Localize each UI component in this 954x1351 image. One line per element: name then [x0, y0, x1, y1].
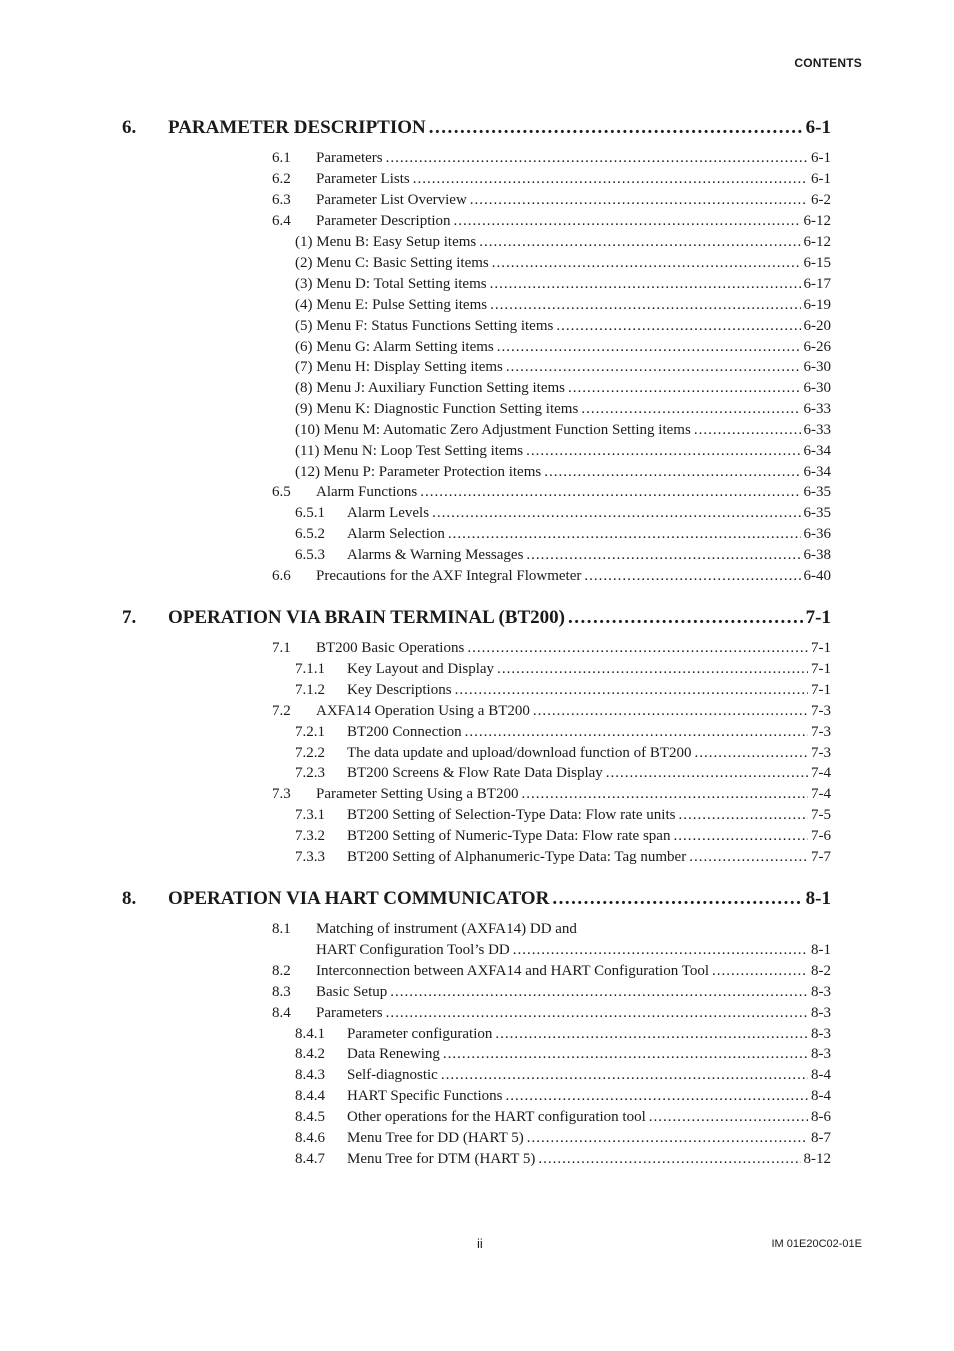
- toc-dot-leader: [506, 359, 801, 376]
- toc-dot-leader: [497, 661, 808, 678]
- toc-entry-page: 6-30: [803, 359, 831, 375]
- toc-entry[interactable]: [295, 359, 831, 379]
- toc-entry[interactable]: [295, 297, 831, 317]
- toc-entry-number: 8.4.2: [295, 1046, 325, 1062]
- toc-dot-leader: [606, 765, 808, 782]
- toc-entry-page: 6-34: [803, 464, 831, 480]
- toc-entry-title: Basic Setup: [316, 984, 388, 1000]
- toc-entry-page: 6-12: [803, 234, 831, 250]
- toc-dot-leader: [492, 255, 801, 272]
- toc-entry-title: Key Descriptions: [347, 682, 452, 698]
- toc-entry[interactable]: [295, 255, 831, 275]
- toc-entry-title: Data Renewing: [347, 1046, 440, 1062]
- toc-dot-leader: [495, 1026, 808, 1043]
- toc-entry-title: (9) Menu K: Diagnostic Function Setting items: [295, 401, 579, 417]
- toc-entry-title: (1) Menu B: Easy Setup items: [295, 234, 477, 250]
- toc-entry[interactable]: [295, 745, 831, 765]
- toc-entry[interactable]: [295, 1026, 831, 1046]
- toc-entry[interactable]: [295, 1151, 831, 1171]
- toc-dot-leader: [513, 942, 808, 959]
- toc-dot-leader: [490, 297, 800, 314]
- toc-chapter-entry[interactable]: [122, 117, 831, 141]
- toc-entry-title: Parameter configuration: [347, 1026, 493, 1042]
- toc-dot-leader: [527, 1130, 808, 1147]
- toc-entry[interactable]: [295, 276, 831, 296]
- toc-entry[interactable]: [295, 807, 831, 827]
- toc-dot-leader: [386, 1005, 808, 1022]
- toc-entry-page: 8-2: [811, 963, 831, 979]
- toc-entry-title: BT200 Setting of Selection-Type Data: Flow rate units: [347, 807, 676, 823]
- toc-entry-page: 6-26: [803, 339, 831, 355]
- toc-dot-leader: [497, 339, 801, 356]
- toc-entry-title: BT200 Screens & Flow Rate Data Display: [347, 765, 603, 781]
- toc-entry-title: Alarm Levels: [347, 505, 430, 521]
- toc-entry[interactable]: [272, 150, 831, 170]
- toc-entry-title: Other operations for the HART configuration tool: [347, 1109, 646, 1125]
- toc-entry-page: 8-3: [811, 1046, 831, 1062]
- toc-entry[interactable]: [295, 443, 831, 463]
- toc-dot-leader: [454, 213, 801, 230]
- toc-dot-leader: [505, 1088, 808, 1105]
- toc-dot-leader: [470, 192, 808, 209]
- toc-entry[interactable]: [272, 171, 831, 191]
- toc-entry-page: 6-33: [803, 401, 831, 417]
- header-section-label: CONTENTS: [794, 56, 862, 70]
- toc-entry-title: Precautions for the AXF Integral Flowmeter: [316, 568, 582, 584]
- toc-entry-number: 8.: [122, 888, 137, 909]
- toc-entry-page: 6-36: [803, 526, 831, 542]
- toc-entry-title: BT200 Connection: [347, 724, 462, 740]
- toc-entry-title: (10) Menu M: Automatic Zero Adjustment Function Setting items: [295, 422, 691, 438]
- toc-dot-leader: [465, 724, 808, 741]
- toc-entry-number: 7.2.1: [295, 724, 325, 740]
- toc-entry-page: 7-3: [811, 745, 831, 761]
- toc-entry[interactable]: [295, 422, 831, 442]
- toc-entry-page: 6-12: [803, 213, 831, 229]
- toc-dot-leader: [526, 547, 800, 564]
- toc-entry-page: 6-1: [811, 171, 831, 187]
- toc-entry-title: AXFA14 Operation Using a BT200: [316, 703, 530, 719]
- toc-entry-page: 8-12: [803, 1151, 831, 1167]
- toc-entry-number: 6.5: [272, 484, 291, 500]
- toc-entry-page: 6-20: [803, 318, 831, 334]
- toc-dot-leader: [712, 963, 808, 980]
- toc-entry-page: 7-1: [811, 640, 831, 656]
- toc-dot-leader: [552, 888, 802, 910]
- toc-dot-leader: [390, 984, 808, 1001]
- toc-dot-leader: [584, 568, 800, 585]
- toc-entry-title: Interconnection between AXFA14 and HART Configuration Tool: [316, 963, 709, 979]
- toc-entry-number: 7.3.2: [295, 828, 325, 844]
- toc-entry[interactable]: [295, 339, 831, 359]
- toc-dot-leader: [443, 1046, 808, 1063]
- toc-chapter-entry[interactable]: [122, 607, 831, 631]
- document-id: IM 01E20C02-01E: [771, 1238, 862, 1250]
- toc-dot-leader: [413, 171, 808, 188]
- toc-entry-title: Menu Tree for DD (HART 5): [347, 1130, 524, 1146]
- toc-entry-title: Alarm Selection: [347, 526, 445, 542]
- toc-entry-number: 8.4: [272, 1005, 291, 1021]
- toc-dot-leader: [521, 786, 808, 803]
- toc-entry-page: 6-2: [811, 192, 831, 208]
- toc-entry-number: 7.1.1: [295, 661, 325, 677]
- toc-entry-page: 6-1: [805, 117, 831, 138]
- toc-entry-number: 8.4.3: [295, 1067, 325, 1083]
- toc-entry[interactable]: [295, 505, 831, 525]
- toc-entry-number: 8.3: [272, 984, 291, 1000]
- toc-dot-leader: [673, 828, 808, 845]
- toc-entry-number: 7.2: [272, 703, 291, 719]
- toc-entry-title: (11) Menu N: Loop Test Setting items: [295, 443, 524, 459]
- toc-dot-leader: [490, 276, 801, 293]
- toc-entry[interactable]: [295, 401, 831, 421]
- toc-entry-title: Parameter Description: [316, 213, 451, 229]
- toc-entry-title: (12) Menu P: Parameter Protection items: [295, 464, 542, 480]
- toc-entry-number: 6.5.1: [295, 505, 325, 521]
- toc-entry-page: 7-4: [811, 765, 831, 781]
- toc-entry-page: 7-6: [811, 828, 831, 844]
- toc-dot-leader: [544, 464, 800, 481]
- toc-dot-leader: [568, 607, 803, 629]
- toc-entry-number: 6.: [122, 117, 137, 138]
- toc-entry-title: Key Layout and Display: [347, 661, 495, 677]
- toc-entry-page: 6-30: [803, 380, 831, 396]
- toc-entry-title: BT200 Setting of Alphanumeric-Type Data: Tag number: [347, 849, 687, 865]
- toc-dot-leader: [689, 849, 808, 866]
- toc-entry[interactable]: [295, 1130, 831, 1150]
- toc-entry[interactable]: [295, 234, 831, 254]
- toc-entry-page: 6-33: [803, 422, 831, 438]
- toc-entry-number: 8.4.4: [295, 1088, 325, 1104]
- toc-entry[interactable]: [295, 547, 831, 567]
- toc-entry-number: 7.1: [272, 640, 291, 656]
- toc-entry-page: 7-1: [805, 607, 831, 628]
- toc-dot-leader: [467, 640, 808, 657]
- toc-entry-page: 6-40: [803, 568, 831, 584]
- toc-dot-leader: [533, 703, 808, 720]
- toc-entry[interactable]: [295, 1046, 831, 1066]
- toc-entry-title: Self-diagnostic: [347, 1067, 438, 1083]
- toc-entry-number: 8.2: [272, 963, 291, 979]
- toc-dot-leader: [695, 745, 809, 762]
- toc-entry[interactable]: [295, 765, 831, 785]
- toc-entry-number: 6.5.2: [295, 526, 325, 542]
- toc-entry[interactable]: [272, 1005, 831, 1025]
- toc-dot-leader: [479, 234, 800, 251]
- toc-entry-number: 6.3: [272, 192, 291, 208]
- toc-entry-number: 6.4: [272, 213, 291, 229]
- toc-entry-page: 8-3: [811, 1005, 831, 1021]
- toc-entry-number: 7.: [122, 607, 137, 628]
- toc-dot-leader: [526, 443, 800, 460]
- toc-entry-page: 6-35: [803, 505, 831, 521]
- toc-entry[interactable]: [295, 318, 831, 338]
- toc-entry[interactable]: [272, 484, 831, 504]
- toc-entry-page: 6-35: [803, 484, 831, 500]
- toc-entry-page: 8-3: [811, 984, 831, 1000]
- toc-entry[interactable]: [272, 921, 831, 941]
- toc-entry-page: 8-7: [811, 1130, 831, 1146]
- toc-entry-page: 7-5: [811, 807, 831, 823]
- toc-entry-title: Parameter Lists: [316, 171, 410, 187]
- toc-entry-title: Matching of instrument (AXFA14) DD and: [316, 921, 577, 937]
- toc-entry-page: 6-19: [803, 297, 831, 313]
- toc-dot-leader: [429, 117, 803, 139]
- toc-entry-page: 8-1: [811, 942, 831, 958]
- toc-entry[interactable]: [272, 786, 831, 806]
- toc-entry-number: 7.3.3: [295, 849, 325, 865]
- toc-entry[interactable]: [272, 963, 831, 983]
- toc-entry-page: 8-4: [811, 1088, 831, 1104]
- toc-entry-title: Alarm Functions: [316, 484, 418, 500]
- toc-entry[interactable]: [272, 568, 831, 588]
- toc-dot-leader: [678, 807, 808, 824]
- toc-dot-leader: [694, 422, 801, 439]
- toc-entry-number: 7.2.3: [295, 765, 325, 781]
- toc-entry-title: Parameters: [316, 1005, 383, 1021]
- toc-entry-page: 7-3: [811, 703, 831, 719]
- toc-entry-title: The data update and upload/download function of BT200: [347, 745, 692, 761]
- toc-entry-number: 8.4.5: [295, 1109, 325, 1125]
- toc-entry[interactable]: [295, 526, 831, 546]
- toc-entry-page: 8-4: [811, 1067, 831, 1083]
- toc-entry-number: 7.3.1: [295, 807, 325, 823]
- toc-entry[interactable]: [272, 703, 831, 723]
- toc-entry-title: (2) Menu C: Basic Setting items: [295, 255, 489, 271]
- toc-dot-leader: [420, 484, 800, 501]
- toc-entry-number: 6.2: [272, 171, 291, 187]
- toc-entry[interactable]: [295, 1067, 831, 1087]
- toc-dot-leader: [568, 380, 801, 397]
- toc-dot-leader: [455, 682, 808, 699]
- toc-entry-number: 7.1.2: [295, 682, 325, 698]
- toc-entry-number: 6.6: [272, 568, 291, 584]
- toc-dot-leader: [556, 318, 800, 335]
- toc-entry-number: 8.4.7: [295, 1151, 325, 1167]
- toc-entry-page: 8-1: [805, 888, 831, 909]
- toc-entry[interactable]: [295, 828, 831, 848]
- toc-entry-number: 7.2.2: [295, 745, 325, 761]
- toc-entry[interactable]: [295, 380, 831, 400]
- toc-entry[interactable]: [295, 682, 831, 702]
- page-number: ii: [477, 1236, 483, 1251]
- toc-entry[interactable]: [295, 724, 831, 744]
- toc-entry-number: 6.1: [272, 150, 291, 166]
- toc-entry-title: OPERATION VIA HART COMMUNICATOR: [168, 888, 550, 909]
- toc-entry-page: 8-3: [811, 1026, 831, 1042]
- toc-entry-page: 7-7: [811, 849, 831, 865]
- toc-entry-title: Parameter Setting Using a BT200: [316, 786, 519, 802]
- toc-entry[interactable]: [295, 464, 831, 484]
- toc-entry-title: (8) Menu J: Auxiliary Function Setting items: [295, 380, 565, 396]
- toc-entry-number: 6.5.3: [295, 547, 325, 563]
- toc-entry[interactable]: [272, 213, 831, 233]
- toc-dot-leader: [386, 150, 808, 167]
- toc-entry-title: BT200 Setting of Numeric-Type Data: Flow rate span: [347, 828, 671, 844]
- toc-entry[interactable]: [295, 1088, 831, 1108]
- toc-entry-title: HART Specific Functions: [347, 1088, 503, 1104]
- toc-entry-page: 7-1: [811, 682, 831, 698]
- toc-entry[interactable]: [272, 192, 831, 212]
- toc-entry-number: 8.4.6: [295, 1130, 325, 1146]
- toc-entry-title: Alarms & Warning Messages: [347, 547, 524, 563]
- toc-entry-number: 8.1: [272, 921, 291, 937]
- toc-entry-title: Menu Tree for DTM (HART 5): [347, 1151, 536, 1167]
- toc-entry-number: 8.4.1: [295, 1026, 325, 1042]
- toc-entry-page: 7-4: [811, 786, 831, 802]
- toc-entry-page: 6-17: [803, 276, 831, 292]
- toc-entry-title: PARAMETER DESCRIPTION: [168, 117, 426, 138]
- toc-entry-title: HART Configuration Tool’s DD: [316, 942, 510, 958]
- toc-entry[interactable]: [295, 1109, 831, 1129]
- toc-entry[interactable]: [272, 640, 831, 660]
- toc-entry[interactable]: [295, 661, 831, 681]
- toc-dot-leader: [581, 401, 800, 418]
- toc-entry-title: (3) Menu D: Total Setting items: [295, 276, 487, 292]
- toc-entry-page: 6-1: [811, 150, 831, 166]
- toc-entry[interactable]: [272, 984, 831, 1004]
- toc-entry-page: 6-38: [803, 547, 831, 563]
- toc-dot-leader: [441, 1067, 808, 1084]
- toc-entry-title: (6) Menu G: Alarm Setting items: [295, 339, 494, 355]
- toc-entry[interactable]: [272, 942, 831, 962]
- toc-entry[interactable]: [295, 849, 831, 869]
- toc-entry-title: Parameters: [316, 150, 383, 166]
- toc-entry-page: 8-6: [811, 1109, 831, 1125]
- toc-entry-page: 6-15: [803, 255, 831, 271]
- toc-entry-page: 7-1: [811, 661, 831, 677]
- toc-entry-title: BT200 Basic Operations: [316, 640, 465, 656]
- toc-dot-leader: [432, 505, 800, 522]
- toc-entry-title: OPERATION VIA BRAIN TERMINAL (BT200): [168, 607, 565, 628]
- toc-dot-leader: [538, 1151, 800, 1168]
- toc-entry-number: 7.3: [272, 786, 291, 802]
- toc-entry-title: (7) Menu H: Display Setting items: [295, 359, 503, 375]
- toc-entry-page: 6-34: [803, 443, 831, 459]
- toc-entry-title: Parameter List Overview: [316, 192, 467, 208]
- toc-entry-title: (5) Menu F: Status Functions Setting items: [295, 318, 554, 334]
- toc-entry-title: (4) Menu E: Pulse Setting items: [295, 297, 488, 313]
- toc-dot-leader: [649, 1109, 808, 1126]
- toc-entry-page: 7-3: [811, 724, 831, 740]
- toc-chapter-entry[interactable]: [122, 888, 831, 912]
- toc-dot-leader: [448, 526, 801, 543]
